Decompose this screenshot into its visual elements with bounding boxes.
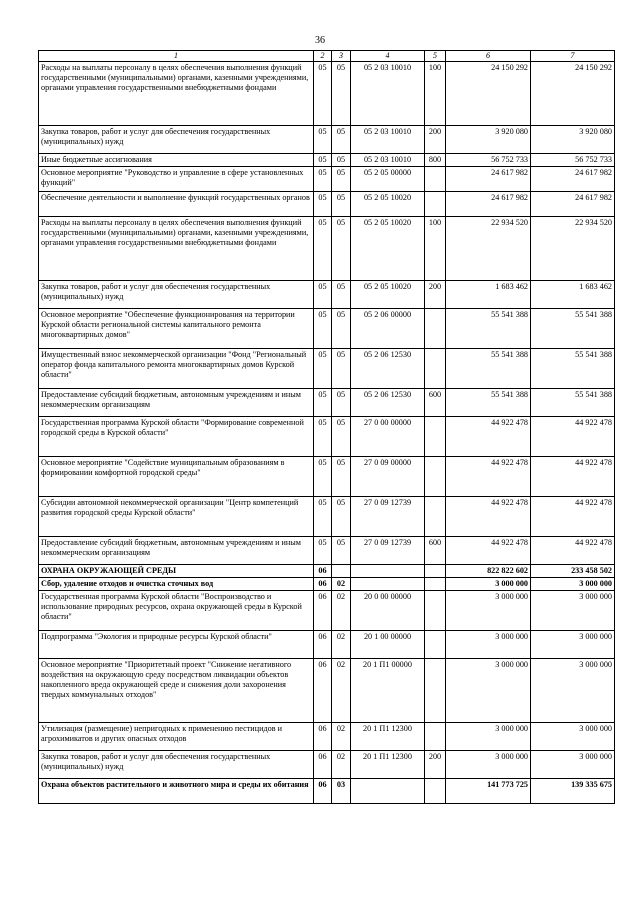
row-amount-1: 55 541 388 xyxy=(446,308,531,348)
row-name: Закупка товаров, работ и услуг для обеспечения государственных (муниципальных) нужд xyxy=(39,125,314,153)
row-expense-type xyxy=(425,456,446,496)
row-section-code: 05 xyxy=(314,191,332,216)
row-target-article: 20 1 П1 00000 xyxy=(351,658,425,722)
row-subsection-code: 05 xyxy=(332,308,351,348)
column-number: 4 xyxy=(351,51,425,62)
row-expense-type xyxy=(425,416,446,456)
row-amount-1: 22 934 520 xyxy=(446,216,531,280)
row-name: Обеспечение деятельности и выполнение функций государственных органов xyxy=(39,191,314,216)
row-subsection-code: 02 xyxy=(332,590,351,630)
row-amount-2: 233 458 502 xyxy=(531,564,615,577)
row-subsection-code: 05 xyxy=(332,388,351,416)
row-amount-2: 44 922 478 xyxy=(531,456,615,496)
row-section-code: 06 xyxy=(314,778,332,803)
row-expense-type xyxy=(425,166,446,191)
row-name: Основное мероприятие "Обеспечение функционирования на территории Курской области региональной системы капитального ремонта многоквартирных домов" xyxy=(39,308,314,348)
row-amount-2: 55 541 388 xyxy=(531,308,615,348)
row-target-article: 20 1 00 00000 xyxy=(351,630,425,658)
table-row xyxy=(39,564,615,577)
table-row xyxy=(39,496,615,536)
row-name: Предоставление субсидий бюджетным, автономным учреждениям и иным некоммерческим организациям xyxy=(39,388,314,416)
row-section-code: 05 xyxy=(314,280,332,308)
row-target-article: 05 2 06 12530 xyxy=(351,388,425,416)
row-amount-2: 3 920 080 xyxy=(531,125,615,153)
row-subsection-code: 02 xyxy=(332,658,351,722)
row-expense-type: 600 xyxy=(425,388,446,416)
row-target-article: 05 2 05 10020 xyxy=(351,216,425,280)
row-target-article: 27 0 00 00000 xyxy=(351,416,425,456)
row-subsection-code: 05 xyxy=(332,416,351,456)
table-row xyxy=(39,536,615,564)
row-expense-type xyxy=(425,722,446,750)
row-amount-1: 3 000 000 xyxy=(446,658,531,722)
row-subsection-code: 05 xyxy=(332,191,351,216)
row-name: Государственная программа Курской области "Воспроизводство и использование природных ресурсов, охрана окружающей среды в Курской области" xyxy=(39,590,314,630)
row-amount-2: 139 335 675 xyxy=(531,778,615,803)
row-amount-1: 44 922 478 xyxy=(446,416,531,456)
row-section-code: 05 xyxy=(314,536,332,564)
row-amount-2: 24 150 292 xyxy=(531,61,615,125)
row-section-code: 05 xyxy=(314,388,332,416)
row-section-code: 06 xyxy=(314,658,332,722)
row-target-article: 05 2 05 10020 xyxy=(351,280,425,308)
table-row xyxy=(39,280,615,308)
table-row xyxy=(39,722,615,750)
row-section-code: 05 xyxy=(314,216,332,280)
row-expense-type xyxy=(425,564,446,577)
row-name: ОХРАНА ОКРУЖАЮЩЕЙ СРЕДЫ xyxy=(39,564,314,577)
row-amount-2: 24 617 982 xyxy=(531,166,615,191)
row-section-code: 05 xyxy=(314,348,332,388)
row-amount-1: 3 000 000 xyxy=(446,750,531,778)
row-amount-1: 55 541 388 xyxy=(446,348,531,388)
row-name: Расходы на выплаты персоналу в целях обеспечения выполнения функций государственными (муниципальными) органами, казенными учреждениями, органами управления государственными внебюджетными фондами xyxy=(39,61,314,125)
row-amount-2: 1 683 462 xyxy=(531,280,615,308)
row-target-article: 27 0 09 12739 xyxy=(351,536,425,564)
row-target-article: 05 2 05 00000 xyxy=(351,166,425,191)
row-amount-2: 3 000 000 xyxy=(531,658,615,722)
row-amount-1: 822 822 602 xyxy=(446,564,531,577)
row-section-code: 05 xyxy=(314,456,332,496)
row-amount-1: 44 922 478 xyxy=(446,456,531,496)
row-name: Иные бюджетные ассигнования xyxy=(39,153,314,166)
row-amount-2: 3 000 000 xyxy=(531,750,615,778)
row-expense-type: 100 xyxy=(425,61,446,125)
table-row xyxy=(39,778,615,803)
row-target-article: 27 0 09 00000 xyxy=(351,456,425,496)
row-name: Предоставление субсидий бюджетным, автономным учреждениям и иным некоммерческим организациям xyxy=(39,536,314,564)
row-name: Закупка товаров, работ и услуг для обеспечения государственных (муниципальных) нужд xyxy=(39,750,314,778)
row-section-code: 05 xyxy=(314,153,332,166)
row-subsection-code: 05 xyxy=(332,536,351,564)
row-amount-2: 3 000 000 xyxy=(531,577,615,590)
row-target-article xyxy=(351,564,425,577)
row-target-article: 05 2 03 10010 xyxy=(351,61,425,125)
row-section-code: 06 xyxy=(314,750,332,778)
row-expense-type xyxy=(425,630,446,658)
table-row xyxy=(39,153,615,166)
row-subsection-code: 02 xyxy=(332,577,351,590)
row-target-article: 05 2 06 12530 xyxy=(351,348,425,388)
row-amount-1: 3 000 000 xyxy=(446,722,531,750)
row-amount-2: 3 000 000 xyxy=(531,630,615,658)
row-section-code: 06 xyxy=(314,722,332,750)
row-name: Охрана объектов растительного и животного мира и среды их обитания xyxy=(39,778,314,803)
row-amount-1: 3 000 000 xyxy=(446,590,531,630)
row-amount-2: 55 541 388 xyxy=(531,388,615,416)
row-name: Основное мероприятие "Содействие муниципальным образованиям в формировании комфортной городской среды" xyxy=(39,456,314,496)
row-expense-type xyxy=(425,308,446,348)
row-subsection-code xyxy=(332,564,351,577)
row-subsection-code: 03 xyxy=(332,778,351,803)
row-name: Сбор, удаление отходов и очистка сточных вод xyxy=(39,577,314,590)
table-row xyxy=(39,308,615,348)
row-amount-2: 44 922 478 xyxy=(531,496,615,536)
row-subsection-code: 02 xyxy=(332,750,351,778)
table-row xyxy=(39,125,615,153)
row-expense-type xyxy=(425,658,446,722)
row-amount-2: 24 617 982 xyxy=(531,191,615,216)
row-amount-2: 3 000 000 xyxy=(531,590,615,630)
row-target-article: 20 1 П1 12300 xyxy=(351,750,425,778)
row-expense-type xyxy=(425,191,446,216)
row-expense-type xyxy=(425,577,446,590)
row-amount-2: 56 752 733 xyxy=(531,153,615,166)
row-section-code: 06 xyxy=(314,630,332,658)
row-amount-1: 3 920 080 xyxy=(446,125,531,153)
row-name: Государственная программа Курской области "Формирование современной городской среды в Курской области" xyxy=(39,416,314,456)
table-row xyxy=(39,456,615,496)
row-section-code: 06 xyxy=(314,564,332,577)
table-row xyxy=(39,630,615,658)
row-amount-1: 44 922 478 xyxy=(446,536,531,564)
row-expense-type: 200 xyxy=(425,750,446,778)
table-row xyxy=(39,577,615,590)
row-section-code: 05 xyxy=(314,308,332,348)
table-row xyxy=(39,61,615,125)
row-expense-type: 200 xyxy=(425,280,446,308)
row-section-code: 05 xyxy=(314,61,332,125)
row-name: Основное мероприятие "Приоритетный проект "Снижение негативного воздействия на окружающую среду посредством ликвидации объектов накопленного вреда окружающей среде и снижения доли захоронения твердых коммунальных отходов" xyxy=(39,658,314,722)
column-number: 6 xyxy=(446,51,531,62)
column-number: 3 xyxy=(332,51,351,62)
row-target-article: 20 1 П1 12300 xyxy=(351,722,425,750)
row-amount-1: 44 922 478 xyxy=(446,496,531,536)
row-section-code: 05 xyxy=(314,125,332,153)
row-name: Подпрограмма "Экология и природные ресурсы Курской области" xyxy=(39,630,314,658)
row-amount-1: 3 000 000 xyxy=(446,630,531,658)
row-section-code: 06 xyxy=(314,590,332,630)
row-name: Утилизация (размещение) непригодных к применению пестицидов и агрохимикатов и других опасных отходов xyxy=(39,722,314,750)
row-expense-type xyxy=(425,778,446,803)
row-expense-type: 100 xyxy=(425,216,446,280)
row-amount-2: 55 541 388 xyxy=(531,348,615,388)
row-amount-1: 24 617 982 xyxy=(446,166,531,191)
row-target-article: 27 0 09 12739 xyxy=(351,496,425,536)
row-amount-2: 22 934 520 xyxy=(531,216,615,280)
row-amount-1: 56 752 733 xyxy=(446,153,531,166)
row-subsection-code: 05 xyxy=(332,166,351,191)
row-amount-2: 44 922 478 xyxy=(531,416,615,456)
table-row xyxy=(39,191,615,216)
column-number: 7 xyxy=(531,51,615,62)
row-amount-1: 141 773 725 xyxy=(446,778,531,803)
row-name: Расходы на выплаты персоналу в целях обеспечения выполнения функций государственными (муниципальными) органами, казенными учреждениями, органами управления государственными внебюджетными фондами xyxy=(39,216,314,280)
row-subsection-code: 05 xyxy=(332,125,351,153)
row-target-article xyxy=(351,778,425,803)
row-amount-1: 55 541 388 xyxy=(446,388,531,416)
table-row xyxy=(39,590,615,630)
row-expense-type: 200 xyxy=(425,125,446,153)
row-amount-1: 24 617 982 xyxy=(446,191,531,216)
row-amount-2: 3 000 000 xyxy=(531,722,615,750)
row-name: Закупка товаров, работ и услуг для обеспечения государственных (муниципальных) нужд xyxy=(39,280,314,308)
row-section-code: 05 xyxy=(314,416,332,456)
row-section-code: 06 xyxy=(314,577,332,590)
row-subsection-code: 05 xyxy=(332,280,351,308)
row-amount-1: 1 683 462 xyxy=(446,280,531,308)
row-subsection-code: 02 xyxy=(332,630,351,658)
row-name: Имущественный взнос некоммерческой организации "Фонд "Региональный оператор фонда капитального ремонта многоквартирных домов Курской области" xyxy=(39,348,314,388)
row-amount-2: 44 922 478 xyxy=(531,536,615,564)
row-subsection-code: 05 xyxy=(332,61,351,125)
column-number: 1 xyxy=(39,51,314,62)
row-expense-type xyxy=(425,590,446,630)
row-subsection-code: 05 xyxy=(332,348,351,388)
row-target-article xyxy=(351,577,425,590)
row-name: Субсидии автономной некоммерческой организации "Центр компетенций развития городской среды Курской области" xyxy=(39,496,314,536)
row-subsection-code: 02 xyxy=(332,722,351,750)
row-target-article: 05 2 03 10010 xyxy=(351,125,425,153)
row-expense-type xyxy=(425,348,446,388)
table-row xyxy=(39,750,615,778)
row-expense-type: 800 xyxy=(425,153,446,166)
table-row xyxy=(39,348,615,388)
table-row xyxy=(39,388,615,416)
row-expense-type: 600 xyxy=(425,536,446,564)
column-number: 2 xyxy=(314,51,332,62)
row-section-code: 05 xyxy=(314,496,332,536)
row-subsection-code: 05 xyxy=(332,153,351,166)
row-amount-1: 24 150 292 xyxy=(446,61,531,125)
row-subsection-code: 05 xyxy=(332,456,351,496)
row-target-article: 05 2 06 00000 xyxy=(351,308,425,348)
row-subsection-code: 05 xyxy=(332,216,351,280)
table-row xyxy=(39,166,615,191)
budget-table xyxy=(38,50,615,804)
table-row xyxy=(39,216,615,280)
row-name: Основное мероприятие "Руководство и управление в сфере установленных функций" xyxy=(39,166,314,191)
row-subsection-code: 05 xyxy=(332,496,351,536)
page-number: 36 xyxy=(315,35,325,46)
row-expense-type xyxy=(425,496,446,536)
row-section-code: 05 xyxy=(314,166,332,191)
row-amount-1: 3 000 000 xyxy=(446,577,531,590)
column-number: 5 xyxy=(425,51,446,62)
row-target-article: 20 0 00 00000 xyxy=(351,590,425,630)
row-target-article: 05 2 05 10020 xyxy=(351,191,425,216)
row-target-article: 05 2 03 10010 xyxy=(351,153,425,166)
column-number-row xyxy=(39,51,615,62)
table-row xyxy=(39,416,615,456)
table-row xyxy=(39,658,615,722)
